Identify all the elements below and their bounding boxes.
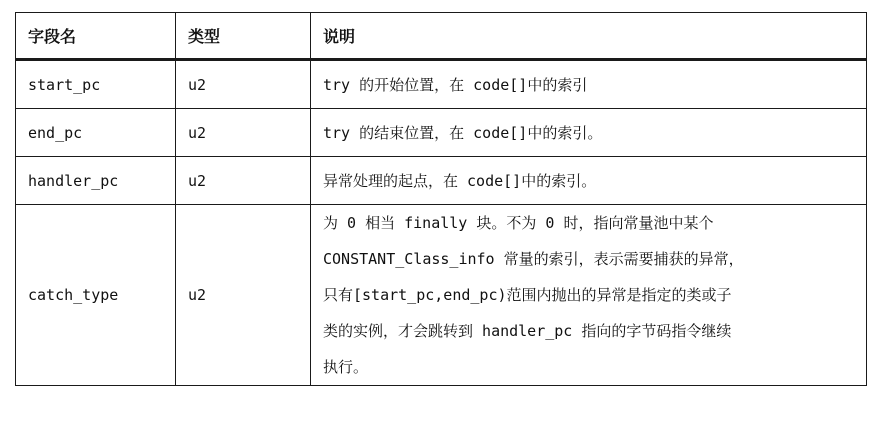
cell-type: u2	[176, 205, 311, 386]
cell-description: try 的开始位置，在 code[]中的索引	[311, 60, 867, 109]
cell-description: try 的结束位置，在 code[]中的索引。	[311, 109, 867, 157]
cell-type: u2	[176, 109, 311, 157]
header-field-name: 字段名	[16, 13, 176, 60]
description-line: 类的实例，才会跳转到 handler_pc 指向的字节码指令继续	[323, 322, 732, 340]
description-line: CONSTANT_Class_info 常量的索引，表示需要捕获的异常，	[323, 250, 744, 268]
exception-table-fields	[15, 12, 867, 386]
description-line: 只有[start_pc,end_pc)范围内抛出的异常是指定的类或子	[323, 286, 732, 304]
cell-type: u2	[176, 157, 311, 205]
table-row	[16, 60, 867, 109]
cell-type: u2	[176, 60, 311, 109]
table-row	[16, 109, 867, 157]
description-line: 执行。	[323, 358, 369, 376]
cell-field: catch_type	[16, 205, 176, 386]
table-row	[16, 205, 867, 386]
cell-field: end_pc	[16, 109, 176, 157]
table-row	[16, 157, 867, 205]
header-type: 类型	[176, 13, 311, 60]
cell-field: handler_pc	[16, 157, 176, 205]
header-description: 说明	[311, 13, 867, 60]
description-line: 为 0 相当 finally 块。不为 0 时，指向常量池中某个	[323, 214, 714, 232]
cell-field: start_pc	[16, 60, 176, 109]
cell-description	[311, 205, 867, 386]
table-header-row	[16, 13, 867, 60]
cell-description: 异常处理的起点，在 code[]中的索引。	[311, 157, 867, 205]
